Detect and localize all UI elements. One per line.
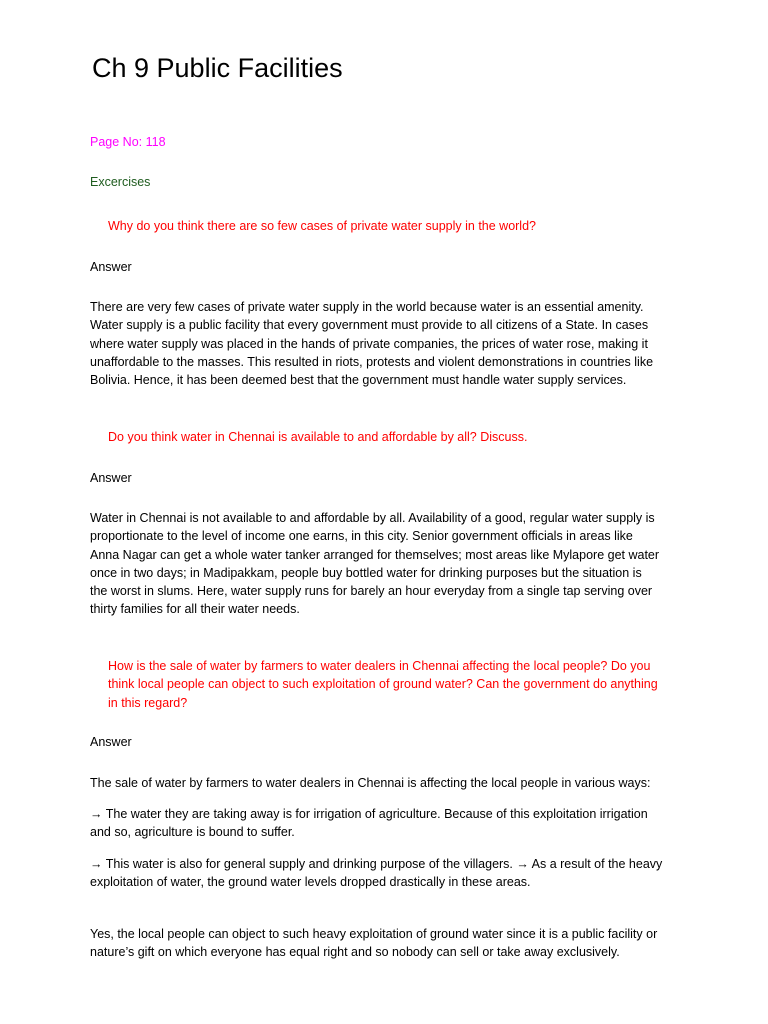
answer-1-line: unaffordable to the masses. This resulted in riots, protests and violent demonstrations in countries like (90, 354, 654, 369)
answer-2-line: thirty families for all their water needs. (90, 602, 300, 617)
chapter-title: Ch 9 Public Facilities (92, 53, 343, 83)
question-2: Do you think water in Chennai is available to and affordable by all? Discuss. (108, 430, 528, 444)
question-3-line: in this regard? (108, 695, 188, 710)
point-2-line: exploitation of water, the ground water levels dropped drastically in these areas. (90, 875, 531, 890)
point-2-line: → This water is also for general supply and drinking purpose of the villagers. → As a result of the heavy (90, 857, 663, 871)
answer-3-point-2 (90, 855, 680, 892)
answer-1-line: There are very few cases of private water supply in the world because water is an essential amenity. (90, 300, 644, 314)
answer-1-line: where water supply was placed in the hands of private companies, the prices of water rose, making it (90, 336, 648, 351)
question-3 (108, 657, 693, 712)
answer-1-paragraph (90, 298, 680, 389)
answer-2-line: Water in Chennai is not available to and affordable by all. Availability of a good, regular water supply is (90, 511, 655, 525)
section-heading: Excercises (90, 175, 151, 189)
answer-3-intro (90, 774, 680, 792)
answer-1-line: Water supply is a public facility that every government must provide to all citizens of a State. In cases (90, 318, 649, 333)
point-1-line: → The water they are taking away is for irrigation of agriculture. Because of this exploitation irrigation (90, 807, 648, 821)
answer-3-intro-line: The sale of water by farmers to water dealers in Chennai is affecting the local people in various ways: (90, 776, 651, 790)
answer-label-3: Answer (90, 735, 132, 749)
question-3-line: think local people can object to such exploitation of ground water? Can the government do anything (108, 677, 658, 692)
conclusion-line: nature’s gift on which everyone has equal right and so nobody can sell or take away exclusively. (90, 945, 620, 960)
question-3-line: How is the sale of water by farmers to water dealers in Chennai affecting the local people? Do you (108, 659, 651, 673)
point-1-line: and so, agriculture is bound to suffer. (90, 825, 295, 840)
answer-3-conclusion (90, 925, 680, 962)
conclusion-line: Yes, the local people can object to such heavy exploitation of ground water since it is a public facility or (90, 927, 658, 941)
answer-2-line: once in two days; in Madipakkam, people buy bottled water for drinking purposes but the situation is (90, 565, 642, 580)
answer-2-line: Anna Nagar can get a whole water tanker arranged for themselves; most areas like Mylapore get water (90, 547, 660, 562)
answer-2-line: proportionate to the level of income one earns, in this city. Senior government officials in areas like (90, 529, 633, 544)
answer-2-paragraph (90, 509, 680, 619)
answer-1-line: Bolivia. Hence, it has been deemed best that the government must handle water supply services. (90, 373, 627, 388)
answer-label-1: Answer (90, 260, 132, 274)
answer-3-point-1 (90, 805, 680, 842)
question-1: Why do you think there are so few cases of private water supply in the world? (108, 219, 536, 233)
page-number: Page No: 118 (90, 135, 166, 149)
answer-2-line: the worst in slums. Here, water supply runs for barely an hour everyday from a single tap serving over (90, 584, 653, 599)
answer-label-2: Answer (90, 471, 132, 485)
